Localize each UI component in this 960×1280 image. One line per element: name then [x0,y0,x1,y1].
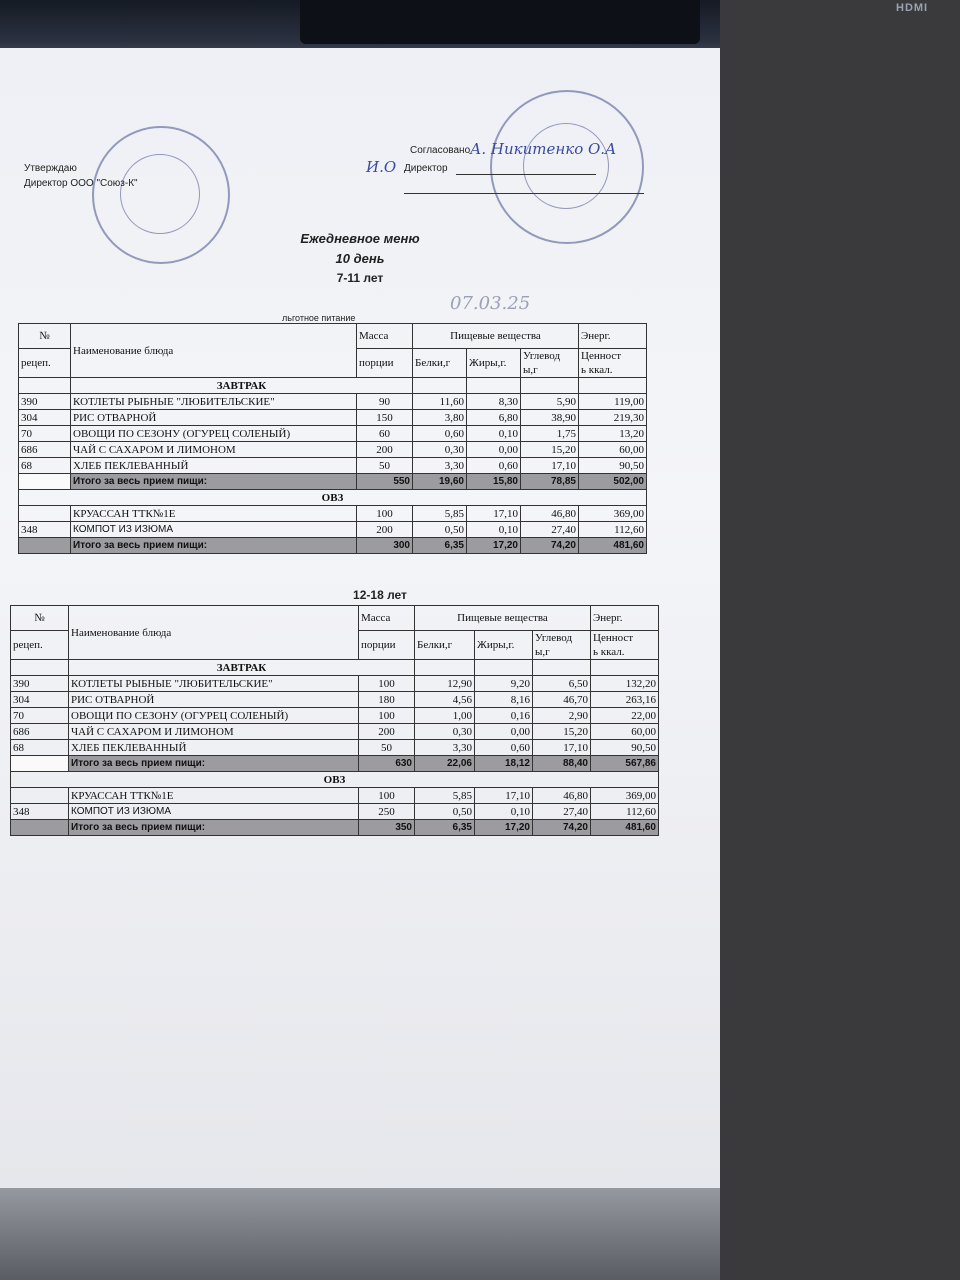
col-num-bottom: рецеп. [11,631,69,660]
col-mass-bottom: порции [357,349,413,378]
total-row: Итого за весь прием пищи: 300 6,35 17,20 74,20 481,60 [19,538,647,554]
table-row: КРУАССАН ТТК№1Е 100 5,85 17,10 46,80 369,00 [11,788,659,804]
table-row: 348 КОМПОТ ИЗ ИЗЮМА 200 0,50 0,10 27,40 112,60 [19,522,647,538]
menu-title: Ежедневное меню [300,231,420,246]
col-mass-bottom: порции [359,631,415,660]
table-row: 686 ЧАЙ С САХАРОМ И ЛИМОНОМ 200 0,30 0,00 15,20 60,00 [19,442,647,458]
col-carb-bottom: ы,г [523,364,538,376]
menu-day: 10 день [335,251,385,266]
col-carb [521,349,579,378]
menu-table-2 [10,605,659,836]
col-carb [533,631,591,660]
col-carb-bottom: ы,г [535,646,550,658]
col-carb-top: Углевод [535,632,573,644]
table-row: 70 ОВОЩИ ПО СЕЗОНУ (ОГУРЕЦ СОЛЕНЫЙ) 60 0,60 0,10 1,75 13,20 [19,426,647,442]
col-energy [579,349,647,378]
table-row: 304 РИС ОТВАРНОЙ 150 3,80 6,80 38,90 219,30 [19,410,647,426]
col-mass-top: Масса [359,606,415,631]
table-row: 304 РИС ОТВАРНОЙ 180 4,56 8,16 46,70 263,16 [11,692,659,708]
background-bottom [0,1180,720,1280]
handwriting-right: А. Никитенко О.А [470,140,617,158]
col-num-bottom: рецеп. [19,349,71,378]
total-row: Итого за весь прием пищи: 630 22,06 18,12 88,40 567,86 [11,756,659,772]
col-fat: Жиры,г. [475,631,533,660]
handwritten-date: 07.03.25 [450,293,531,314]
col-fat: Жиры,г. [467,349,521,378]
section-breakfast: ЗАВТРАК [71,378,413,394]
total-row: Итого за весь прием пищи: 550 19,60 15,80 78,85 502,00 [19,474,647,490]
signature-line-2 [404,193,644,194]
menu-sheet [0,48,720,1188]
section-ovz: ОВЗ [19,490,647,506]
col-group: Пищевые вещества [415,606,591,631]
table-row: 390 КОТЛЕТЫ РЫБНЫЕ "ЛЮБИТЕЛЬСКИЕ" 100 12,90 9,20 6,50 132,20 [11,676,659,692]
right-stamp-inner [523,123,609,209]
col-prot: Белки,г [415,631,475,660]
age-group-1: 7-11 лет [336,271,384,285]
table-row: 70 ОВОЩИ ПО СЕЗОНУ (ОГУРЕЦ СОЛЕНЫЙ) 100 1,00 0,16 2,90 22,00 [11,708,659,724]
col-name: Наименование блюда [69,606,359,660]
section-breakfast: ЗАВТРАК [69,660,415,676]
director-left: Директор ООО "Союз-К" [24,178,138,189]
col-num-top: № [19,324,71,349]
director-right: Директор [404,163,448,174]
hdmi-logo: HDMI [896,2,929,14]
table-row: 348 КОМПОТ ИЗ ИЗЮМА 250 0,50 0,10 27,40 112,60 [11,804,659,820]
table-row: 68 ХЛЕБ ПЕКЛЕВАННЫЙ 50 3,30 0,60 17,10 90,50 [19,458,647,474]
col-energy-top: Энерг. [591,606,659,631]
col-group: Пищевые вещества [413,324,579,349]
age-group-2: 12-18 лет [353,588,407,602]
col-energy-mid: Ценност [581,350,622,362]
left-stamp-inner [120,154,200,234]
table-row: КРУАССАН ТТК№1Е 100 5,85 17,10 46,80 369,00 [19,506,647,522]
table-row: 68 ХЛЕБ ПЕКЛЕВАННЫЙ 50 3,30 0,60 17,10 90,50 [11,740,659,756]
col-carb-top: Углевод [523,350,561,362]
col-prot: Белки,г [413,349,467,378]
col-energy-top: Энерг. [579,324,647,349]
agreed-label: Согласовано [410,145,471,156]
approve-label: Утверждаю [24,163,77,174]
col-name: Наименование блюда [71,324,357,378]
col-mass-top: Масса [357,324,413,349]
col-energy-mid: Ценност [593,632,634,644]
handwriting-left: И.О [366,158,397,176]
col-num-top: № [11,606,69,631]
total-row: Итого за весь прием пищи: 350 6,35 17,20 74,20 481,60 [11,820,659,836]
col-energy [591,631,659,660]
benefit-note: льготное питание [282,313,356,323]
col-energy-bot: ь ккал. [593,646,625,658]
signature-line [456,174,596,175]
col-energy-bot: ь ккал. [581,364,613,376]
menu-table-1 [18,323,647,554]
table-row: 390 КОТЛЕТЫ РЫБНЫЕ "ЛЮБИТЕЛЬСКИЕ" 90 11,60 8,30 5,90 119,00 [19,394,647,410]
table-row: 686 ЧАЙ С САХАРОМ И ЛИМОНОМ 200 0,30 0,00 15,20 60,00 [11,724,659,740]
hdmi-device [300,0,929,44]
section-ovz: ОВЗ [11,772,659,788]
